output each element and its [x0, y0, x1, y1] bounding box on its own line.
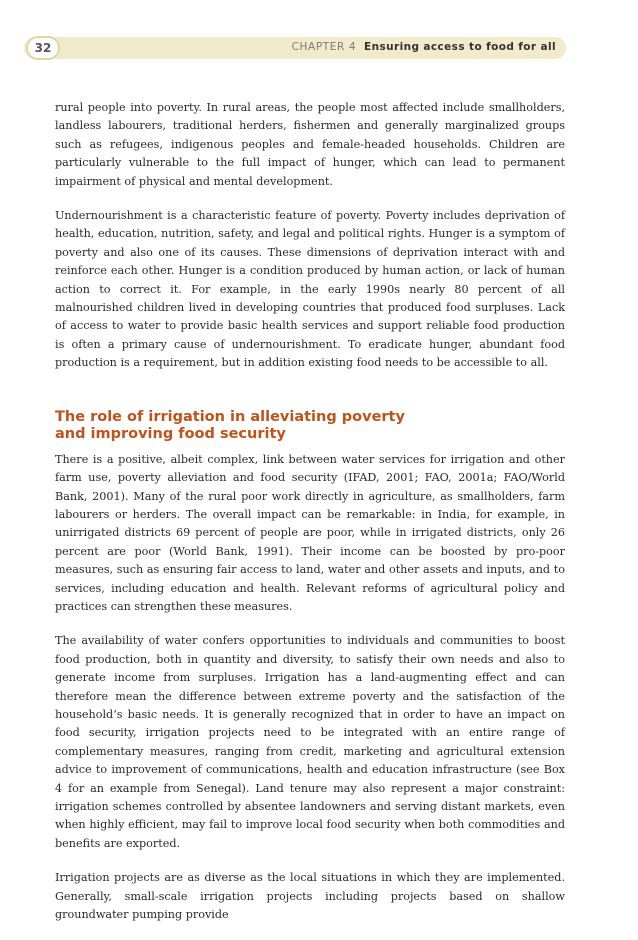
section-heading-line-2: and improving food security [55, 425, 286, 442]
paragraph: Undernourishment is a characteristic feature of poverty. Poverty includes deprivation of health, education, nutrition, safety, and legal and political rights. Hunger is a symptom of poverty and also one of its causes. These dimensions of deprivation interact with and reinforce each other. Hunger is a condition produced by human action, or lack of human action to correct it. For example, in the early 1990s nearly 80 percent of all malnourished children lived in developing countries that produced food surpluses. Lack of access to water to provide basic health services and support reliable food production is often a primary cause of undernourishment. To eradicate hunger, abundant food production is a requirement, but in addition existing food needs to be accessible to all. [55, 209, 565, 370]
paragraph: The availability of water confers opportunities to individuals and communities to boost food production, both in quantity and diversity, to satisfy their own needs and also to generate income from surpluses. Irrigation has a land-augmenting effect and can therefore mean the difference between extreme poverty and the satisfaction of the household’s basic needs. It is generally recognized that in order to have an impact on food security, irrigation projects need to be integrated with an entire range of complementary measures, ranging from credit, marketing and agricultural extension advice to improvement of communications, health and education infrastructure (see Box 4 for an example from Senegal). Land tenure may also represent a major constraint: irrigation schemes controlled by absentee landowners and serving distant markets, even when highly efficient, may fail to improve local food security when both commodities and benefits are exported. [55, 634, 565, 850]
section-heading-line-1: The role of irrigation in alleviating poverty [55, 408, 405, 425]
chapter-label: CHAPTER 4 [291, 41, 357, 53]
chapter-title: Ensuring access to food for all [364, 41, 556, 53]
running-header [292, 41, 556, 53]
paragraph: There is a positive, albeit complex, link between water services for irrigation and other farm use, poverty alleviation and food security (IFAD, 2001; FAO, 2001a; FAO/World Bank, 2001). Many of the rural poor work directly in agriculture, as smallholders, farm labourers or herders. The overall impact can be remarkable: in India, for example, in unirrigated districts 69 percent of people are poor, while in irrigated districts, only 26 percent are poor (World Bank, 1991). Their income can be boosted by pro-poor measures, such as ensuring fair access to land, water and other assets and inputs, and to services, including education and health. Relevant reforms of agricultural policy and practices can strengthen these measures. [55, 452, 565, 613]
body-text [55, 99, 565, 940]
section-heading [55, 409, 565, 443]
paragraph: Irrigation projects are as diverse as the local situations in which they are implemented. Generally, small-scale irrigation projects including projects based on shallow groundwater pumping provide [55, 871, 565, 922]
page-number: 32 [26, 36, 60, 60]
paragraph: rural people into poverty. In rural areas, the people most affected include smallholders, landless labourers, traditional herders, fishermen and generally marginalized groups such as refugees, indigenous peoples and female-headed households. Children are particularly vulnerable to the full impact of hunger, which can lead to permanent impairment of physical and mental development. [55, 101, 565, 188]
